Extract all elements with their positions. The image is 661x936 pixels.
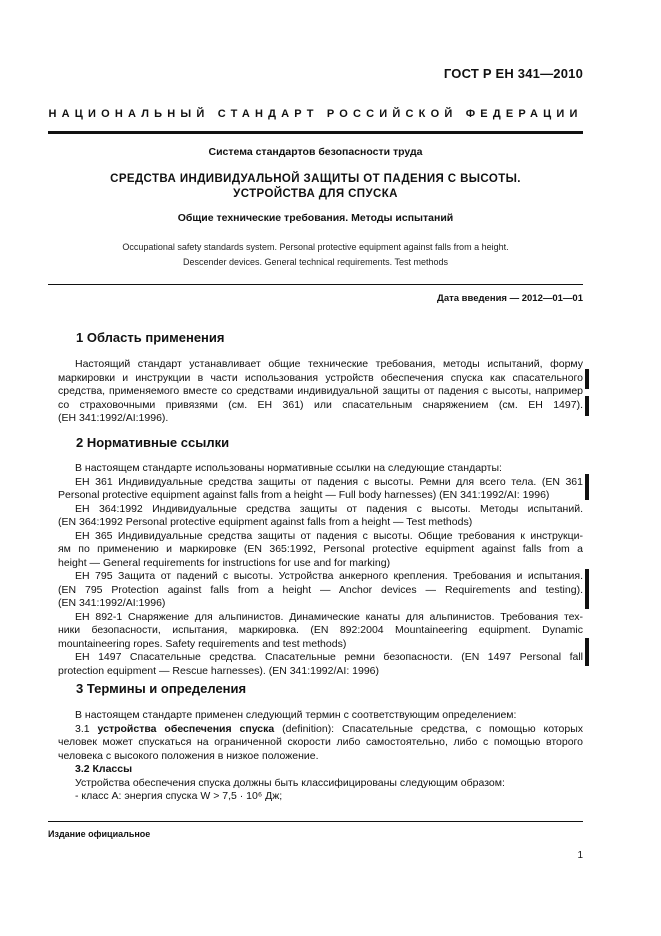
reference-line: mountaineering ropes. Safety requirements and test methods) — [58, 637, 347, 650]
change-bar — [585, 569, 589, 609]
term-definition: (definition): Спасательные средства, с помощью которых — [274, 722, 583, 735]
page-number: 1 — [577, 850, 583, 861]
document-code: ГОСТ Р ЕН 341—2010 — [443, 66, 583, 81]
reference-line: ники безопасности, испытания, маркировка. (EN 892:2004 Mountaineering equipment. Dynamic — [58, 624, 583, 636]
reference-line: (EN 364:1992 Personal protective equipment against falls from a height — Test methods) — [58, 516, 473, 528]
reference-line: ЕН 795 Защита от падений с высоты. Устройства анкерного крепления. Требования и испытания. — [75, 570, 583, 582]
terms-section — [58, 709, 583, 804]
references-list — [58, 462, 583, 678]
reference-line: (EN 341:1992/AI:1996) — [58, 597, 166, 609]
text-line: маркировки и инструкции в части использования устройств обеспечения спуска как спасательного — [58, 371, 583, 384]
section-heading: 2 Нормативные ссылки — [76, 435, 230, 450]
text-line: Настоящий стандарт устанавливает общие технические требования, методы испытаний, форму — [75, 358, 583, 370]
term-definition-line — [58, 723, 583, 737]
text-line: В настоящем стандарте использованы нормативные ссылки на следующие стандарты: — [75, 462, 502, 474]
reference-line: ЕН 365 Индивидуальные средства защиты от падения с высоты. Общие требования к инструкци- — [75, 529, 583, 542]
document-subtitle: Общие технические требования. Методы испытаний — [177, 212, 454, 224]
change-bar — [585, 474, 589, 500]
title-rule — [48, 284, 583, 285]
standards-system: Система стандартов безопасности труда — [208, 146, 423, 158]
text-line: (ЕН 341:1992/АІ:1996). — [58, 412, 169, 424]
title-line: УСТРОЙСТВА ДЛЯ СПУСКА — [233, 188, 398, 200]
edition-label: Издание официальное — [48, 829, 151, 839]
reference-line: (EN 795 Protection against falls from a height — Anchor devices — Requirements and testing). — [58, 583, 583, 596]
text-line: со страховочными привязями (см. ЕН 361) или спасательным снаряжением (см. ЕН 1497). — [58, 398, 583, 411]
reference-line: height — General requirements for instructions for use and for marking) — [58, 556, 391, 569]
reference-line: protection equipment — Rescue harnesses). (EN 341:1992/AI: 1996) — [58, 664, 380, 677]
text-line: средства, применяемого вместе со средствами индивидуальной защиты от падения с высоты, например — [58, 385, 583, 397]
term: устройства обеспечения спуска — [97, 722, 275, 735]
introduction-date: Дата введения — 2012—01—01 — [437, 293, 583, 304]
text-line: Устройства обеспечения спуска должны быть классифицированы следующим образом: — [75, 776, 505, 789]
reference-line: ЕН 361 Индивидуальные средства защиты от падения с высоты. Ремни для всего тела. (EN 361 — [75, 475, 583, 488]
reference-line: Personal protective equipment against falls from a height — Full body harnesses) (EN 341:1992/AI: 1996) — [58, 489, 550, 501]
term-definition-line: человек может спускаться на ограниченной скорости либо самостоятельно, либо с помощью второго — [58, 736, 583, 748]
change-bar — [585, 638, 589, 666]
english-title — [48, 240, 583, 270]
term-definition-line: человека с высокого положения в низкое положение. — [58, 749, 319, 762]
reference-line: ЕН 892-1 Снаряжение для альпинистов. Динамические канаты для альпинистов. Требования тех- — [75, 610, 583, 623]
change-bar — [585, 396, 589, 416]
header-rule — [48, 131, 583, 134]
english-title-line: Occupational safety standards system. Personal protective equipment against falls from a height. — [122, 242, 509, 252]
subsection-heading: 3.2 Классы — [75, 763, 133, 775]
section-paragraph — [58, 358, 583, 426]
english-title-line: Descender devices. General technical requirements. Test methods — [183, 257, 448, 267]
text-line: В настоящем стандарте применен следующий термин с соответствующим определением: — [75, 709, 517, 721]
footer-rule — [48, 821, 583, 822]
section-heading: 3 Термины и определения — [76, 681, 247, 696]
national-standard-banner: НАЦИОНАЛЬНЫЙ СТАНДАРТ РОССИЙСКОЙ ФЕДЕРАЦИИ — [48, 108, 583, 120]
class-item: - класс А: энергия спуска W > 7,5 · 10⁶ Дж; — [75, 790, 283, 802]
reference-line: ям по применению и маркировке (EN 365:1992, Personal protective equipment against falls from a — [58, 543, 583, 555]
section-heading: 1 Область применения — [76, 330, 225, 345]
reference-line: ЕН 364:1992 Индивидуальные средства защиты от падения с высоты. Методы испытаний. — [75, 502, 583, 515]
change-bar — [585, 369, 589, 389]
document-title — [48, 172, 583, 202]
title-line: СРЕДСТВА ИНДИВИДУАЛЬНОЙ ЗАЩИТЫ ОТ ПАДЕНИЯ С ВЫСОТЫ. — [110, 173, 521, 185]
term-number: 3.1 — [75, 722, 90, 735]
reference-line: ЕН 1497 Спасательные средства. Спасательные ремни безопасности. (EN 1497 Personal fall — [75, 651, 583, 663]
